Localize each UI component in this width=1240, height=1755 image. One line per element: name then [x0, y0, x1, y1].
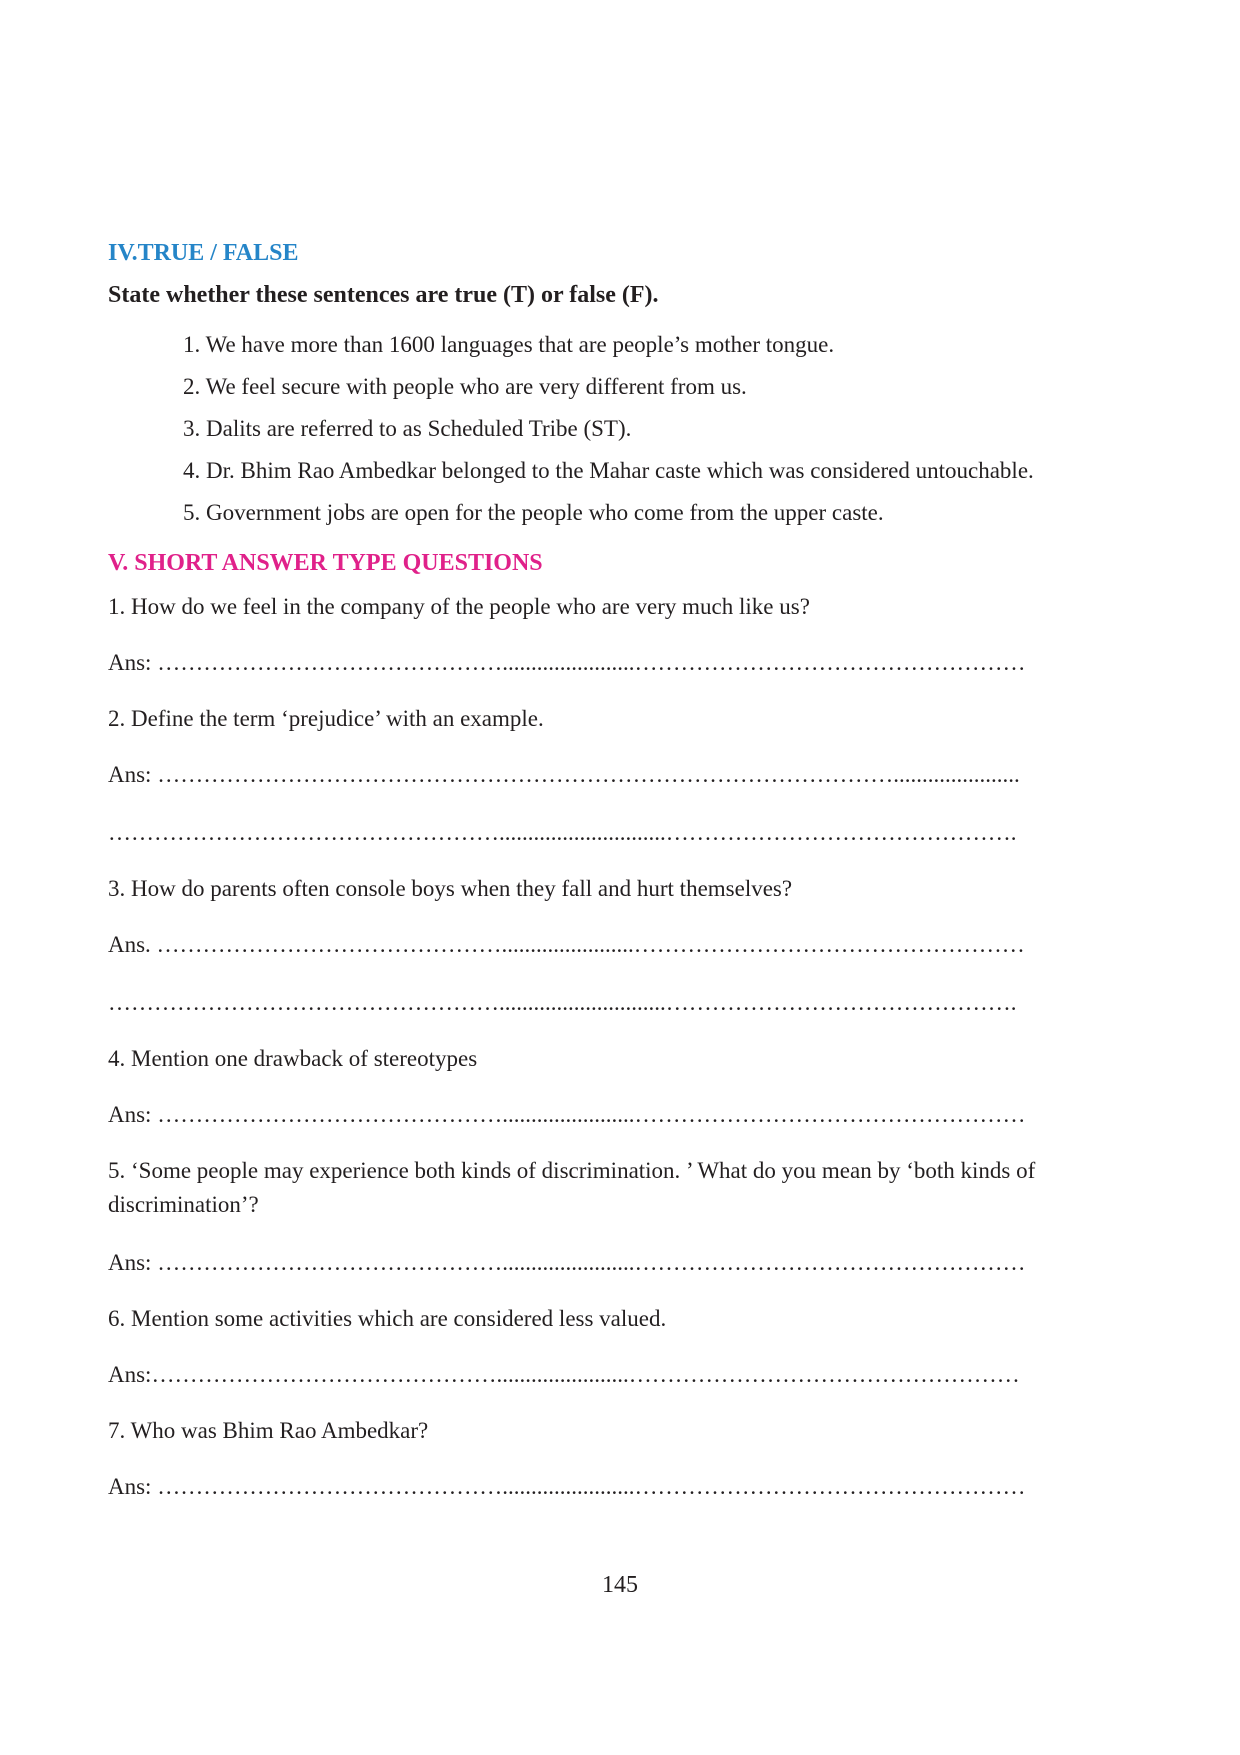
answer-line-4[interactable]: Ans: ……………………………………….......................……………………………………………	[108, 1102, 1026, 1127]
question-1: 1. How do we feel in the company of the people who are very much like us?	[108, 594, 810, 619]
true-false-item: 3. Dalits are referred to as Scheduled Tribe (ST).	[183, 416, 632, 441]
answer-line-2b[interactable]: …………………………………………….............................……………………………………….	[108, 820, 1017, 845]
true-false-item: 4. Dr. Bhim Rao Ambedkar belonged to the Mahar caste which was considered untouchable.	[183, 458, 1034, 483]
question-7: 7. Who was Bhim Rao Ambedkar?	[108, 1418, 429, 1443]
question-3: 3. How do parents often console boys when they fall and hurt themselves?	[108, 876, 793, 901]
short-answer-section-title: V. SHORT ANSWER TYPE QUESTIONS	[108, 550, 543, 576]
true-false-item: 2. We feel secure with people who are very different from us.	[183, 374, 747, 399]
true-false-section-title: IV.TRUE / FALSE	[108, 240, 299, 266]
true-false-list	[183, 324, 1034, 534]
true-false-item: 1. We have more than 1600 languages that are people’s mother tongue.	[183, 332, 835, 357]
question-4: 4. Mention one drawback of stereotypes	[108, 1046, 478, 1071]
answer-line-3a[interactable]: Ans. ……………………………………….......................……………………………………………	[108, 932, 1025, 957]
question-2: 2. Define the term ‘prejudice’ with an example.	[108, 706, 544, 731]
answer-line-6[interactable]: Ans:……………………………………….......................……………………………………………	[108, 1362, 1020, 1387]
true-false-item: 5. Government jobs are open for the people who come from the upper caste.	[183, 500, 884, 525]
answer-line-5[interactable]: Ans: ……………………………………….......................……………………………………………	[108, 1250, 1026, 1275]
answer-line-1[interactable]: Ans: ……………………………………….......................……………………………………………	[108, 650, 1026, 675]
answer-line-3b[interactable]: …………………………………………….............................……………………………………….	[108, 990, 1017, 1015]
question-6: 6. Mention some activities which are considered less valued.	[108, 1306, 667, 1331]
true-false-instruction: State whether these sentences are true (T) or false (F).	[108, 282, 659, 308]
answer-line-2a[interactable]: Ans: ……………………………………………………………………………………......................	[108, 762, 1020, 787]
question-5: 5. ‘Some people may experience both kinds of discrimination. ’ What do you mean by ‘both kinds of discrimination’?	[108, 1158, 1036, 1217]
answer-line-7[interactable]: Ans: ……………………………………….......................……………………………………………	[108, 1474, 1026, 1499]
page-number: 145	[602, 1572, 638, 1598]
